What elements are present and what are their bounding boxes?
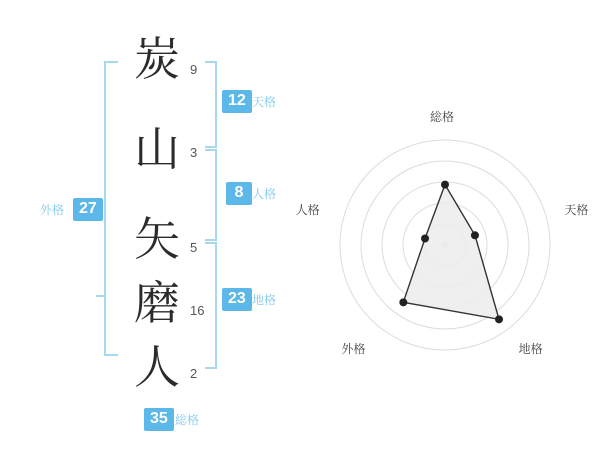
chip-label-jinkaku: 人格 [252, 187, 277, 201]
chip-label-soukaku: 総格 [175, 413, 200, 427]
chip-label-tenkaku: 天格 [252, 95, 277, 109]
kanji-char-4: 磨 [134, 276, 180, 330]
chip-value-tenkaku: 12 [222, 90, 252, 113]
radar-axis-label-jinkaku: 人格 [295, 203, 320, 218]
stroke-count-3: 5 [190, 240, 198, 255]
chip-label-chikaku: 地格 [252, 293, 277, 307]
radar-axis-label-tenkaku: 天格 [564, 203, 589, 218]
kanji-char-2: 山 [134, 122, 180, 176]
chip-value-soukaku: 35 [144, 408, 174, 431]
stroke-count-5: 2 [190, 366, 198, 381]
radar-axis-label-chikaku: 地格 [518, 342, 543, 357]
stroke-count-2: 3 [190, 145, 198, 160]
stroke-count-4: 16 [190, 303, 205, 318]
kanji-char-1: 炭 [134, 32, 180, 86]
radar-axis-label-gaikaku: 外格 [341, 342, 366, 357]
chip-label-gaikaku: 外格 [40, 203, 65, 217]
stroke-count-1: 9 [190, 62, 198, 77]
radar-axis-label-soukaku: 総格 [430, 110, 455, 124]
chip-value-chikaku: 23 [222, 288, 252, 311]
radar-chart-panel [295, 0, 600, 470]
chip-value-gaikaku: 27 [73, 198, 103, 221]
chip-value-jinkaku: 8 [226, 182, 252, 205]
radar-chart-svg [310, 0, 600, 470]
kanji-char-3: 矢 [134, 212, 180, 266]
kanji-char-5: 人 [134, 340, 180, 394]
